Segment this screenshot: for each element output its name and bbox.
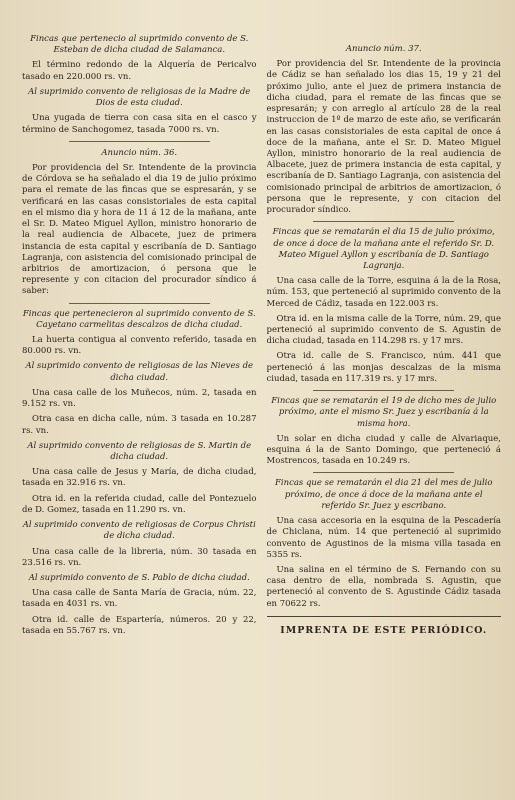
right-paragraph-2: Una casa calle de la Torre, esquina á la de la Rosa, núm. 153, que perteneció al suprimido convento de la Merced de Cádiz, tasada en 122.003 rs. [266,276,501,309]
divider [313,390,454,391]
left-title-2: Al suprimido convento de religiosas de la Madre de Dios de esta ciudad. [28,86,251,109]
left-paragraph-1: El término redondo de la Alquería de Pericalvo tasado en 220.000 rs. vn. [22,60,257,82]
divider [313,221,454,222]
right-notice-37: Anuncio núm. 37. [345,44,422,54]
right-paragraph-5: Un solar en dicha ciudad y calle de Alvariaque, esquina á la de Santo Domingo, que perteneció á Mostrencos, tasada en 10.249 rs. [266,433,501,467]
left-paragraph-8: Otra id. en la referida ciudad, calle del Pontezuelo de D. Gomez, tasada en 11.290 rs. vn. [22,493,257,515]
divider [69,303,210,304]
left-title-6: Al suprimido convento de religiosas de Corpus Christi de dicha ciudad. [22,520,256,542]
left-paragraph-10: Una casa calle de Santa María de Gracia, núm. 22, tasada en 4031 rs. vn. [22,588,257,610]
left-paragraph-6: Otra casa en dicha calle, núm. 3 tasada en 10.287 rs. vn. [22,414,257,436]
left-paragraph-2: Una yugada de tierra con casa sita en el casco y término de Sanchogomez, tasada 7000 rs. vn. [22,113,257,135]
left-title-3: Fincas que pertenecieron al suprimido convento de S. Cayetano carmelitas descalzos de dicha ciudad. [22,308,256,330]
left-paragraph-4: La huerta contigua al convento referido, tasada en 80.000 rs. vn. [22,335,257,357]
left-paragraph-3: Por providencia del Sr. Intendente de la provincia de Córdova se ha señalado el dia 19 de julio próximo para el remate de las fincas que se espresarán, y se verificará en las casas consistoriales de esta capital en el mismo dia y hora de 11 á 12 de la mañana, ante el Sr. D. Mateo Miguel Ayllon, ministro honorario de la real audiencia de Albacete, juez de primera instancia de esta capital y escribanía de D. Santiago Lagranja, con asistencia del comisionado principal de arbitrios de amortizacion, ó persona que le represente y con citacion del procurador síndico á saber: [22,162,257,297]
left-title-7: Al suprimido convento de S. Pablo de dicha ciudad. [28,572,250,583]
right-title-1: Fincas que se rematarán el dia 15 de julio próximo, de once á doce de la mañana ante el referido Sr. D. Mateo Miguel Ayllon y escribanía de D. Santiago Lagranja. [272,227,495,271]
divider [313,472,454,473]
left-paragraph-7: Una casa calle de Jesus y María, de dicha ciudad, tasada en 32.916 rs. vn. [22,467,257,489]
left-paragraph-9: Una casa calle de la libreria, núm. 30 tasada en 23.516 rs. vn. [22,546,257,568]
right-title-2: Fincas que se rematarán el 19 de dicho mes de julio próximo, ante el mismo Sr. Juez y escribanía á la misma hora. [271,396,497,429]
right-paragraph-6: Una casa accesoria en la esquina de la Pescadería de Chiclana, núm. 14 que perteneció al suprimido convento de Agustinos de la misma villa tasada en 5355 rs. [266,516,501,560]
left-title-5: Al suprimido convento de religiosas de S. Martin de dicha ciudad. [27,440,252,462]
right-paragraph-7: Una salina en el término de S. Fernando con su casa dentro de ella, nombrada S. Agustin, que perteneció al convento de S. Agustinde Cádiz tasada en 70622 rs. [266,564,501,609]
columns [22,34,501,790]
right-column [267,34,502,790]
right-paragraph-4: Otra id. calle de S. Francisco, núm. 441 que perteneció á las monjas descalzas de la misma ciudad, tasada en 117.319 rs. y 17 mrs. [266,351,501,384]
left-title-4: Al suprimido convento de religiosas de las Nieves de dicha ciudad. [25,361,254,383]
imprint-line: IMPRENTA DE ESTE PERIÓDICO. [280,624,488,636]
divider [267,616,502,617]
left-notice-36: Anuncio núm. 36. [101,147,178,158]
divider [69,141,210,142]
right-paragraph-1: Por providencia del Sr. Intendente de la provincia de Cádiz se han señalado los dias 15, 19 y 21 del próximo julio, ante el juez de primera instancia de dicha ciudad, para el remate de las fincas que se espresarán; y con arreglo al artículo 28 de la real instruccion de 1º de marzo de este año, se verificarán en las casas consistoriales de esta capital de once á doce de la mañana, ante el Sr. D. Mateo Miguel Ayllon, ministro honorario de la real audiencia de Albacete, juez de primera instancia de esta capital, y escribanía de D. Santiago Lagranja, con asistencia del comisionado principal de arbitrios de amortizacion, ó persona que le represente, y con citacion del procurador síndico. [266,59,501,216]
left-title-1: Fincas que pertenecio al suprimido convento de S. Esteban de dicha ciudad de Salamanca. [30,34,249,56]
left-column [22,34,257,790]
left-paragraph-11: Otra id. calle de Espartería, números. 20 y 22, tasada en 55.767 rs. vn. [22,614,257,636]
left-paragraph-5: Una casa calle de los Muñecos, núm. 2, tasada en 9.152 rs. vn. [22,387,257,410]
right-paragraph-3: Otra id. en la misma calle de la Torre, núm. 29, que perteneció al suprimido convento de S. Agustin de dicha ciudad, tasada en 114.298 rs. y 17 mrs. [266,313,501,347]
right-title-3: Fincas que se rematarán el dia 21 del mes de julio próximo, de once á doce de la mañana ante el referido Sr. Juez y escribano. [274,478,493,511]
